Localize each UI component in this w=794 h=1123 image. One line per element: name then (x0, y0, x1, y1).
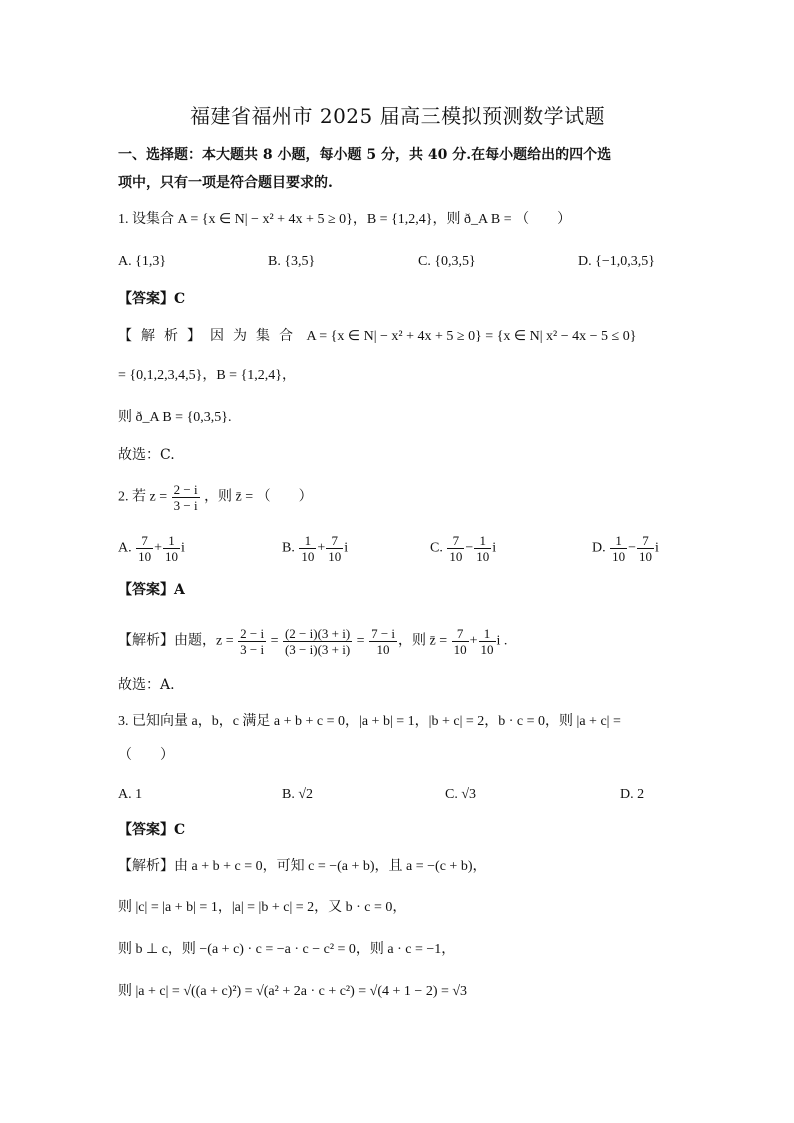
q3-option-c: C. √3 (445, 787, 477, 802)
q1-analysis-label: 【解析】因为集合 (118, 328, 302, 344)
q1-analysis-line2: = {0,1,2,3,4,5}，B = {1,2,4}， (118, 368, 297, 383)
q3-blank: （ ） (118, 748, 174, 763)
page-title: 福建省福州市 2025 届高三模拟预测数学试题 (190, 104, 606, 128)
q1-option-c: C. {0,3,5} (418, 254, 476, 269)
q1-conclusion: 故选：C. (118, 447, 175, 463)
q3-stem: 3. 已知向量 a，b，c 满足 a + b + c = 0，|a + b| = 1，|b + c| = 2，b · c = 0，则 |a + c| = (118, 714, 621, 729)
q1-option-d: D. {−1,0,3,5} (578, 254, 655, 269)
q2-conclusion: 故选：A. (118, 677, 175, 693)
q3-option-d: D. 2 (620, 787, 645, 802)
q1-answer: 【答案】C (118, 291, 186, 307)
q1-analysis-line3: 则 ð_A B = {0,3,5}. (118, 410, 232, 425)
q2-option-c: C. $\frac{7}{10}$ − $\frac{1}{10}$ i (430, 533, 497, 564)
q3-analysis-line2: 则 |c| = |a + b| = 1，|a| = |b + c| = 2，又 b · c = 0， (118, 900, 407, 915)
q2-option-d: D. $\frac{1}{10}$ − $\frac{7}{10}$ i (592, 533, 659, 564)
q3-analysis-line4: 则 |a + c| = √((a + c)²) = √(a² + 2a · c + c²) = √(4 + 1 − 2) = √3 (118, 984, 468, 999)
q1-analysis-expr: A = {x ∈ N| − x² + 4x + 5 ≥ 0} = {x ∈ N| x² − 4x − 5 ≤ 0} (306, 329, 637, 344)
q2-stem-fraction: $\frac{2 - i}{3 - i}$ (173, 482, 198, 513)
q2-option-b: B. $\frac{1}{10}$ + $\frac{7}{10}$ i (282, 533, 349, 564)
q2-answer: 【答案】A (118, 582, 185, 598)
q2-stem: 2. 若 z = $\frac{2 - i}{3 - i}$ ，则 z̄ = （ ） (118, 482, 313, 513)
q1-option-b: B. {3,5} (268, 254, 316, 269)
q1-stem: 1. 设集合 A = {x ∈ N| − x² + 4x + 5 ≥ 0}，B = {1,2,4}，则 ð_A B = （ ） (118, 212, 572, 227)
q3-answer: 【答案】C (118, 822, 186, 838)
section-heading-line1: 一、选择题：本大题共 8 小题，每小题 5 分，共 40 分.在每小题给出的四个选 (118, 147, 612, 163)
q3-option-a: A. 1 (118, 787, 143, 802)
q3-analysis-line3: 则 b ⊥ c，则 −(a + c) · c = −a · c − c² = 0，则 a · c = −1， (118, 942, 456, 957)
q2-analysis: 【解析】由题，z = $\frac{2 - i}{3 - i}$ = $\frac{(2 - i)(3 + i)}{(3 - i)(3 + i)}$ = $\frac{7 - i}{10}$ ，则 z̄ = $\frac{7}{10}$ + $\frac{1}{10}$ i . (118, 626, 508, 657)
q2-option-a: A. $\frac{7}{10}$ + $\frac{1}{10}$ i (118, 533, 185, 564)
q3-analysis-line1: 【解析】由 a + b + c = 0，可知 c = −(a + b)，且 a = −(c + b)， (118, 859, 487, 874)
section-heading-line2: 项中，只有一项是符合题目要求的. (118, 175, 333, 191)
q1-option-a: A. {1,3} (118, 254, 167, 269)
q3-option-b: B. √2 (282, 787, 314, 802)
